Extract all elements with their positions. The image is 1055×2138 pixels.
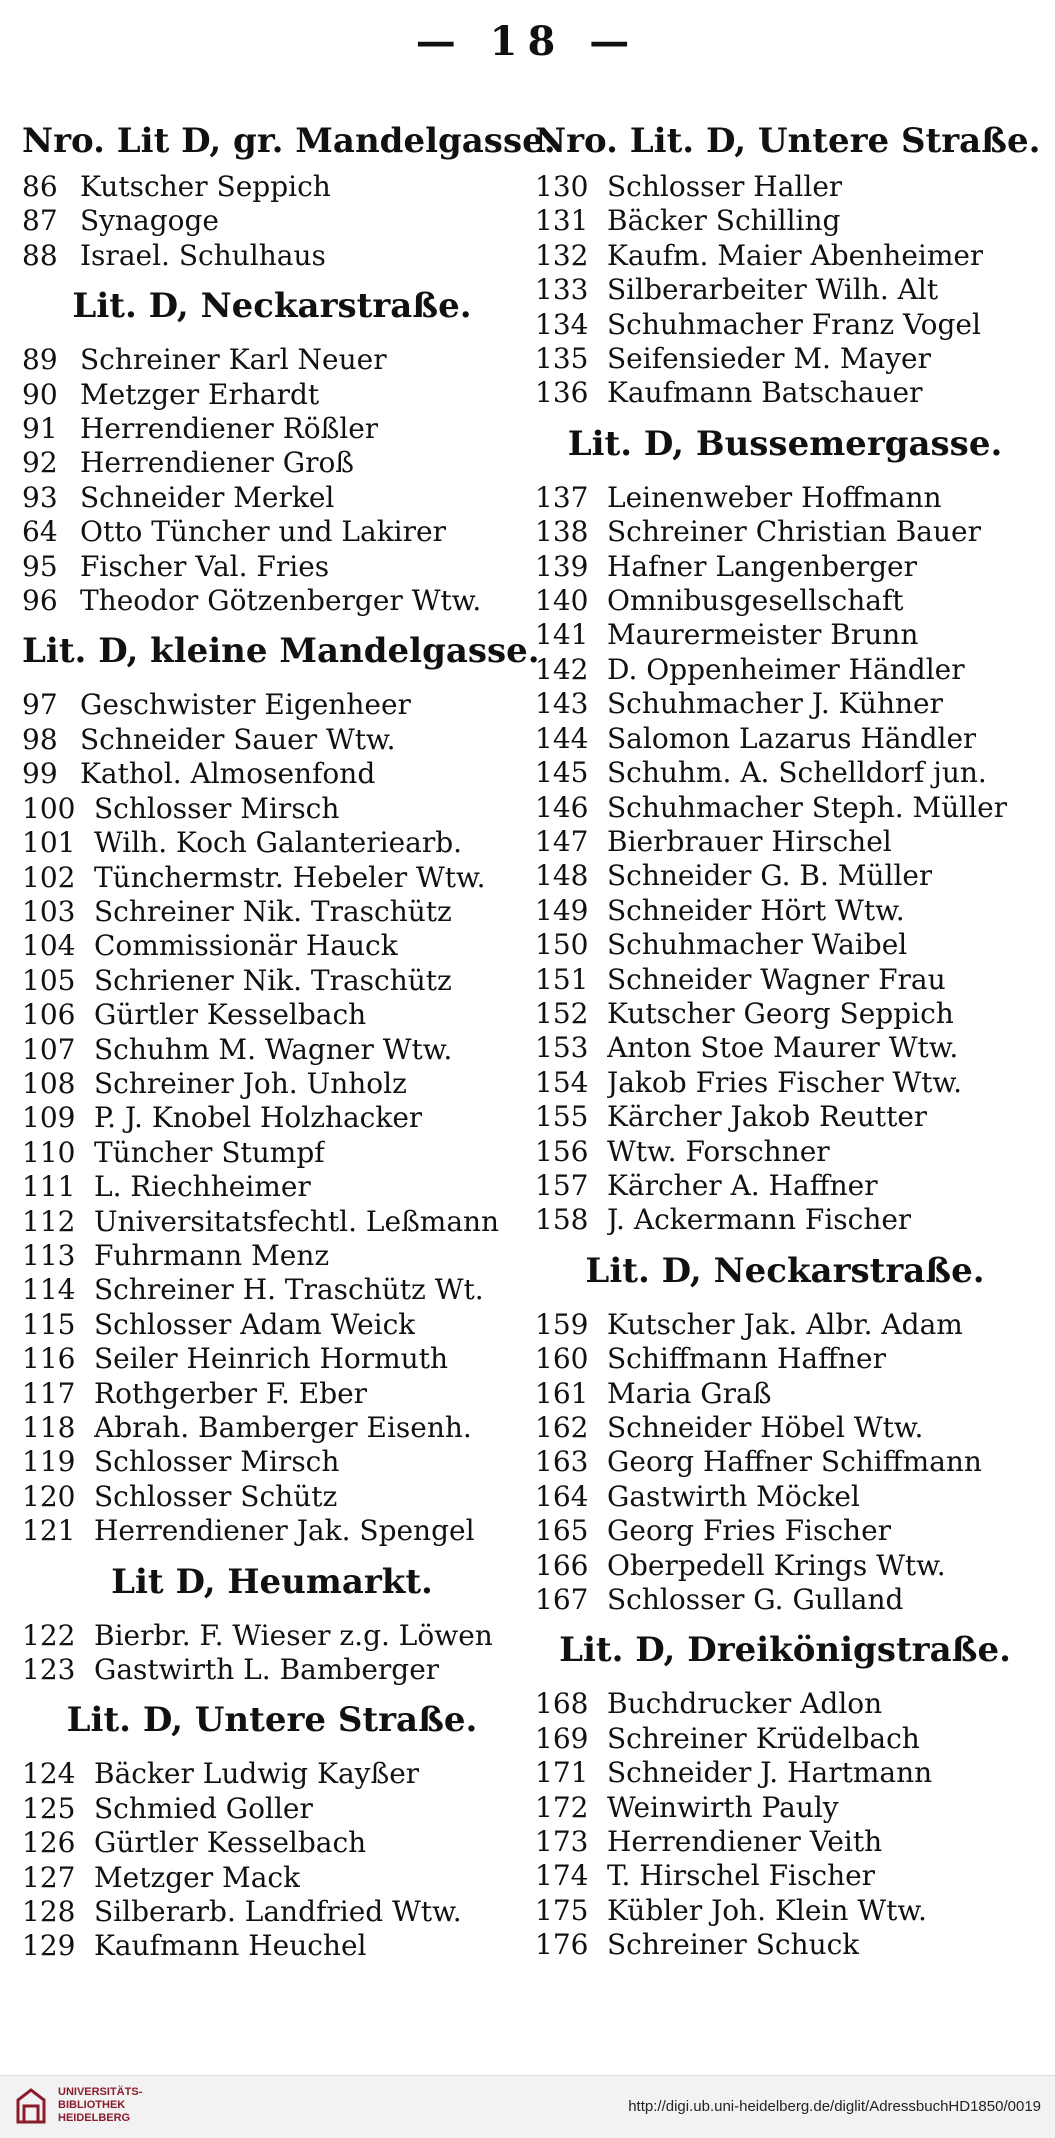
house-number: 172 — [535, 1790, 589, 1824]
directory-entry — [22, 515, 522, 549]
library-name-line-2: BIBLIOTHEK — [58, 2099, 126, 2111]
house-number: 99 — [22, 757, 58, 791]
directory-entry — [535, 1480, 1035, 1514]
resident-name: Kübler Joh. Klein Wtw. — [607, 1893, 927, 1927]
house-number: 144 — [535, 721, 589, 755]
resident-name: Kutscher Jak. Albr. Adam — [607, 1307, 963, 1341]
house-number: 112 — [22, 1204, 76, 1238]
directory-entry — [535, 170, 1035, 204]
resident-name: Schreiner Joh. Unholz — [94, 1066, 407, 1100]
resident-name: Silberarb. Landfried Wtw. — [94, 1895, 462, 1929]
resident-name: Schneider Sauer Wtw. — [80, 722, 396, 756]
house-number: 89 — [22, 343, 58, 377]
house-number: 154 — [535, 1065, 589, 1099]
directory-entry — [535, 653, 1035, 687]
directory-entry — [535, 1722, 1035, 1756]
house-number: 155 — [535, 1100, 589, 1134]
resident-name: Seiler Heinrich Hormuth — [94, 1342, 448, 1376]
house-number: 173 — [535, 1825, 589, 1859]
directory-entry — [22, 998, 522, 1032]
resident-name: Schmied Goller — [94, 1791, 313, 1825]
resident-name: Metzger Mack — [94, 1860, 301, 1894]
resident-name: Commissionär Hauck — [94, 929, 398, 963]
resident-name: Schiffmann Haffner — [607, 1342, 886, 1376]
house-number: 120 — [22, 1479, 76, 1513]
house-number: 129 — [22, 1929, 76, 1963]
house-number: 108 — [22, 1066, 76, 1100]
house-number: 123 — [22, 1653, 76, 1687]
directory-entry — [22, 1411, 522, 1445]
house-number: 64 — [22, 515, 58, 549]
directory-entry — [22, 1239, 522, 1273]
directory-entry — [535, 1308, 1035, 1342]
resident-name: Salomon Lazarus Händler — [607, 721, 977, 755]
house-number: 153 — [535, 1031, 589, 1065]
section-heading: Nro. Lit. D, Untere Straße. — [535, 121, 1041, 161]
house-number: 149 — [535, 893, 589, 927]
section-heading: Lit. D, Dreikönigstraße. — [559, 1630, 1011, 1671]
directory-entry — [535, 928, 1035, 962]
resident-name: Kaufm. Maier Abenheimer — [607, 238, 984, 272]
resident-name: Gastwirth Möckel — [607, 1479, 860, 1513]
directory-entry — [22, 1377, 522, 1411]
directory-entry — [22, 1619, 522, 1653]
footer-bar — [0, 2075, 1055, 2138]
resident-name: Schneider Höbel Wtw. — [607, 1411, 924, 1444]
directory-entry — [22, 239, 522, 273]
resident-name: Schreiner Christian Bauer — [607, 515, 981, 549]
directory-entry — [535, 1583, 1035, 1617]
directory-entry — [535, 1549, 1035, 1583]
resident-name: Schriener Nik. Traschütz — [94, 963, 452, 997]
directory-entry — [22, 1757, 522, 1791]
directory-entry — [535, 1135, 1035, 1169]
house-number: 134 — [535, 307, 589, 341]
directory-entry — [22, 1342, 522, 1376]
library-name-line-1: UNIVERSITÄTS- — [58, 2086, 143, 2098]
directory-entry — [535, 997, 1035, 1031]
directory-entry — [535, 1377, 1035, 1411]
resident-name: Kaufmann Batschauer — [607, 376, 923, 410]
house-number: 169 — [535, 1721, 589, 1755]
directory-entry — [535, 204, 1035, 238]
house-number: 143 — [535, 687, 589, 721]
house-number: 107 — [22, 1032, 76, 1066]
resident-name: Metzger Erhardt — [80, 377, 320, 411]
resident-name: Wilh. Koch Galanteriearb. — [94, 826, 463, 860]
resident-name: Herrendiener Rößler — [80, 412, 379, 446]
directory-entry — [535, 963, 1035, 997]
house-number: 126 — [22, 1826, 76, 1860]
directory-entry — [22, 1861, 522, 1895]
resident-name: Kutscher Georg Seppich — [607, 996, 954, 1030]
directory-entry — [22, 1514, 522, 1548]
directory-entry — [22, 1136, 522, 1170]
house-number: 124 — [22, 1757, 76, 1791]
directory-entry — [535, 1825, 1035, 1859]
directory-entry — [535, 687, 1035, 721]
house-number: 135 — [535, 342, 589, 376]
resident-name: Otto Tüncher und Lakirer — [80, 515, 446, 549]
section-heading: Lit. D, Bussemergasse. — [567, 423, 1003, 464]
directory-entry — [22, 446, 522, 480]
section-heading: Lit. D, kleine Mandelgasse. — [22, 631, 540, 672]
house-number: 91 — [22, 412, 58, 446]
directory-entry — [535, 1411, 1035, 1445]
directory-entry — [22, 1792, 522, 1826]
resident-name: Gastwirth L. Bamberger — [94, 1653, 440, 1687]
directory-entry — [535, 584, 1035, 618]
house-number: 86 — [22, 170, 58, 203]
house-number: 137 — [535, 480, 589, 514]
resident-name: Schneider J. Hartmann — [607, 1756, 933, 1790]
house-number: 133 — [535, 273, 589, 307]
house-number: 113 — [22, 1238, 76, 1272]
directory-entry — [535, 481, 1035, 515]
directory-entry — [535, 791, 1035, 825]
directory-entry — [535, 756, 1035, 790]
directory-entry — [22, 584, 522, 618]
house-number: 101 — [22, 826, 76, 860]
house-number: 159 — [535, 1307, 589, 1341]
library-name — [58, 2086, 142, 2125]
house-number: 138 — [535, 515, 589, 549]
house-number: 106 — [22, 998, 76, 1032]
resident-name: Fuhrmann Menz — [94, 1238, 330, 1272]
resident-name: Schreiner Karl Neuer — [80, 343, 387, 377]
section-heading: Lit D, Heumarkt. — [111, 1561, 433, 1602]
directory-entry — [22, 1205, 522, 1239]
resident-name: Abrah. Bamberger Eisenh. — [94, 1411, 472, 1444]
directory-entry — [22, 550, 522, 584]
house-number: 156 — [535, 1134, 589, 1168]
resident-name: Schreiner Schuck — [607, 1928, 860, 1962]
directory-entry — [22, 1653, 522, 1687]
directory-entry — [22, 204, 522, 238]
directory-entry — [535, 1756, 1035, 1790]
resident-name: Tüncher Stumpf — [94, 1135, 325, 1169]
directory-entry — [535, 376, 1035, 410]
house-number: 141 — [535, 618, 589, 652]
house-number: 158 — [535, 1203, 589, 1237]
directory-entry — [535, 550, 1035, 584]
house-number: 136 — [535, 376, 589, 410]
house-number: 87 — [22, 204, 58, 238]
house-number: 147 — [535, 824, 589, 858]
resident-name: Bäcker Ludwig Kayßer — [94, 1757, 420, 1791]
house-number: 175 — [535, 1893, 589, 1927]
library-name-line-3: HEIDELBERG — [58, 2112, 131, 2124]
resident-name: Schlosser Mirsch — [94, 791, 340, 825]
resident-name: J. Ackermann Fischer — [607, 1203, 912, 1237]
directory-entry — [535, 515, 1035, 549]
house-number: 148 — [535, 859, 589, 893]
directory-entry — [535, 1445, 1035, 1479]
directory-entry — [22, 1067, 522, 1101]
directory-entry — [535, 1169, 1035, 1203]
house-number: 168 — [535, 1687, 589, 1721]
resident-name: Rothgerber F. Eber — [94, 1376, 368, 1410]
house-number: 88 — [22, 238, 58, 272]
directory-entry — [22, 1826, 522, 1860]
house-number: 166 — [535, 1548, 589, 1582]
directory-entry — [22, 1445, 522, 1479]
directory-entry — [535, 1031, 1035, 1065]
resident-name: T. Hirschel Fischer — [607, 1859, 876, 1893]
resident-name: Tünchermstr. Hebeler Wtw. — [94, 860, 486, 894]
house-number: 132 — [535, 238, 589, 272]
directory-entry — [535, 273, 1035, 307]
house-number: 119 — [22, 1445, 76, 1479]
resident-name: Schuhmacher J. Kühner — [607, 687, 943, 721]
resident-name: Gürtler Kesselbach — [94, 1826, 367, 1860]
resident-name: Oberpedell Krings Wtw. — [607, 1548, 946, 1582]
directory-entry — [535, 239, 1035, 273]
house-number: 109 — [22, 1101, 76, 1135]
house-number: 127 — [22, 1860, 76, 1894]
resident-name: Gürtler Kesselbach — [94, 998, 367, 1032]
resident-name: Schneider Wagner Frau — [607, 962, 946, 996]
house-number: 171 — [535, 1756, 589, 1790]
house-number: 122 — [22, 1618, 76, 1652]
house-number: 142 — [535, 652, 589, 686]
directory-entry — [535, 1859, 1035, 1893]
resident-name: Kärcher A. Haffner — [607, 1168, 878, 1202]
resident-name: Fischer Val. Fries — [80, 549, 330, 583]
directory-entry — [535, 894, 1035, 928]
left-column — [22, 118, 556, 1964]
house-number: 150 — [535, 928, 589, 962]
house-number: 111 — [22, 1170, 76, 1204]
directory-entry — [22, 343, 522, 377]
resident-name: Jakob Fries Fischer Wtw. — [607, 1065, 963, 1099]
resident-name: Wtw. Forschner — [607, 1134, 830, 1168]
house-number: 114 — [22, 1273, 76, 1307]
directory-entry — [22, 412, 522, 446]
house-number: 116 — [22, 1342, 76, 1376]
directory-entry — [535, 1791, 1035, 1825]
directory-entry — [535, 1928, 1035, 1962]
directory-entry — [22, 1170, 522, 1204]
house-number: 176 — [535, 1928, 589, 1962]
house-number: 105 — [22, 963, 76, 997]
house-number: 92 — [22, 446, 58, 480]
right-column — [535, 118, 1041, 1963]
resident-name: Schuhm M. Wagner Wtw. — [94, 1032, 453, 1066]
house-number: 102 — [22, 860, 76, 894]
directory-entry — [22, 481, 522, 515]
library-logo-icon — [14, 2086, 48, 2126]
directory-entry — [22, 688, 522, 722]
resident-name: Hafner Langenberger — [607, 549, 917, 583]
house-number: 165 — [535, 1514, 589, 1548]
house-number: 140 — [535, 584, 589, 618]
resident-name: Synagoge — [80, 204, 220, 238]
house-number: 161 — [535, 1376, 589, 1410]
directory-entry — [22, 895, 522, 929]
source-url-link[interactable]: http://digi.ub.uni-heidelberg.de/diglit/AdressbuchHD1850/0019 — [628, 2098, 1041, 2115]
directory-entry — [535, 1342, 1035, 1376]
resident-name: Schneider Hört Wtw. — [607, 893, 905, 927]
resident-name: Schreiner Nik. Traschütz — [94, 894, 452, 928]
house-number: 118 — [22, 1411, 76, 1444]
resident-name: Schreiner H. Traschütz Wt. — [94, 1273, 484, 1307]
resident-name: Kutscher Seppich — [80, 170, 331, 203]
resident-name: Universitatsfechtl. Leßmann — [94, 1204, 500, 1238]
section-heading: Nro. Lit D, gr. Mandelgasse. — [22, 121, 556, 161]
house-number: 151 — [535, 962, 589, 996]
resident-name: Kathol. Almosenfond — [80, 757, 376, 791]
resident-name: Kärcher Jakob Reutter — [607, 1100, 928, 1134]
page-number: — 18 — — [415, 18, 640, 65]
directory-entry — [22, 1929, 522, 1963]
house-number: 152 — [535, 996, 589, 1030]
resident-name: Buchdrucker Adlon — [607, 1687, 883, 1721]
house-number: 157 — [535, 1168, 589, 1202]
house-number: 97 — [22, 688, 58, 722]
resident-name: Israel. Schulhaus — [80, 238, 326, 272]
resident-name: Schlosser Haller — [607, 170, 843, 203]
house-number: 131 — [535, 204, 589, 238]
directory-entry — [535, 1100, 1035, 1134]
house-number: 98 — [22, 722, 58, 756]
house-number: 96 — [22, 584, 58, 618]
house-number: 145 — [535, 756, 589, 790]
resident-name: Kaufmann Heuchel — [94, 1929, 367, 1963]
resident-name: Schlosser G. Gulland — [607, 1583, 904, 1617]
resident-name: Schlosser Schütz — [94, 1479, 338, 1513]
directory-entry — [535, 308, 1035, 342]
resident-name: Silberarbeiter Wilh. Alt — [607, 273, 939, 307]
directory-entry — [535, 1514, 1035, 1548]
house-number: 162 — [535, 1411, 589, 1444]
resident-name: Schlosser Mirsch — [94, 1445, 340, 1479]
house-number: 90 — [22, 377, 58, 411]
house-number: 100 — [22, 791, 76, 825]
resident-name: Herrendiener Groß — [80, 446, 355, 480]
resident-name: Maria Graß — [607, 1376, 772, 1410]
resident-name: Bierbrauer Hirschel — [607, 824, 892, 858]
resident-name: Herrendiener Veith — [607, 1825, 883, 1859]
directory-entry — [22, 378, 522, 412]
resident-name: Schuhmacher Franz Vogel — [607, 307, 981, 341]
directory-entry — [22, 1480, 522, 1514]
directory-entry — [22, 964, 522, 998]
house-number: 167 — [535, 1583, 589, 1617]
resident-name: Schuhmacher Waibel — [607, 928, 908, 962]
house-number: 130 — [535, 170, 589, 203]
resident-name: Seifensieder M. Mayer — [607, 342, 931, 376]
house-number: 95 — [22, 549, 58, 583]
house-number: 163 — [535, 1445, 589, 1479]
house-number: 146 — [535, 790, 589, 824]
resident-name: Schneider Merkel — [80, 480, 335, 514]
resident-name: Georg Haffner Schiffmann — [607, 1445, 982, 1479]
directory-entry — [22, 861, 522, 895]
resident-name: Schlosser Adam Weick — [94, 1307, 416, 1341]
directory-entry — [22, 1273, 522, 1307]
resident-name: D. Oppenheimer Händler — [607, 652, 965, 686]
resident-name: Bierbr. F. Wieser z.g. Löwen — [94, 1618, 493, 1652]
resident-name: Bäcker Schilling — [607, 204, 841, 238]
directory-entry — [22, 170, 522, 204]
resident-name: Anton Stoe Maurer Wtw. — [607, 1031, 959, 1065]
resident-name: Theodor Götzenberger Wtw. — [80, 584, 482, 618]
resident-name: Weinwirth Pauly — [607, 1790, 839, 1824]
house-number: 121 — [22, 1514, 76, 1548]
house-number: 174 — [535, 1859, 589, 1893]
directory-entry — [22, 792, 522, 826]
house-number: 139 — [535, 549, 589, 583]
directory-entry — [22, 826, 522, 860]
directory-entry — [535, 722, 1035, 756]
directory-entry — [535, 1894, 1035, 1928]
house-number: 117 — [22, 1376, 76, 1410]
resident-name: Schuhmacher Steph. Müller — [607, 790, 1008, 824]
house-number: 125 — [22, 1791, 76, 1825]
resident-name: Maurermeister Brunn — [607, 618, 919, 652]
resident-name: Schreiner Krüdelbach — [607, 1721, 920, 1755]
directory-entry — [535, 342, 1035, 376]
directory-entry — [22, 1033, 522, 1067]
house-number: 93 — [22, 480, 58, 514]
house-number: 115 — [22, 1307, 76, 1341]
house-number: 103 — [22, 894, 76, 928]
house-number: 110 — [22, 1135, 76, 1169]
directory-entry — [535, 618, 1035, 652]
directory-entry — [535, 825, 1035, 859]
directory-entry — [535, 1066, 1035, 1100]
house-number: 160 — [535, 1342, 589, 1376]
resident-name: Georg Fries Fischer — [607, 1514, 892, 1548]
directory-entry — [22, 1101, 522, 1135]
directory-entry — [22, 929, 522, 963]
directory-entry — [22, 1895, 522, 1929]
section-heading: Lit. D, Neckarstraße. — [72, 286, 472, 327]
house-number: 128 — [22, 1895, 76, 1929]
directory-entry — [22, 1308, 522, 1342]
directory-entry — [535, 1203, 1035, 1237]
resident-name: L. Riechheimer — [94, 1170, 311, 1204]
resident-name: Herrendiener Jak. Spengel — [94, 1514, 475, 1548]
section-heading: Lit. D, Neckarstraße. — [585, 1250, 985, 1291]
resident-name: Schuhm. A. Schelldorf jun. — [607, 756, 987, 790]
resident-name: P. J. Knobel Holzhacker — [94, 1101, 423, 1135]
house-number: 104 — [22, 929, 76, 963]
resident-name: Schneider G. B. Müller — [607, 859, 933, 893]
resident-name: Geschwister Eigenheer — [80, 688, 411, 722]
house-number: 164 — [535, 1479, 589, 1513]
directory-entry — [535, 1687, 1035, 1721]
directory-entry — [22, 757, 522, 791]
resident-name: Omnibusgesellschaft — [607, 584, 904, 618]
section-heading: Lit. D, Untere Straße. — [66, 1700, 478, 1741]
directory-entry — [22, 723, 522, 757]
directory-entry — [535, 859, 1035, 893]
resident-name: Leinenweber Hoffmann — [607, 480, 942, 514]
